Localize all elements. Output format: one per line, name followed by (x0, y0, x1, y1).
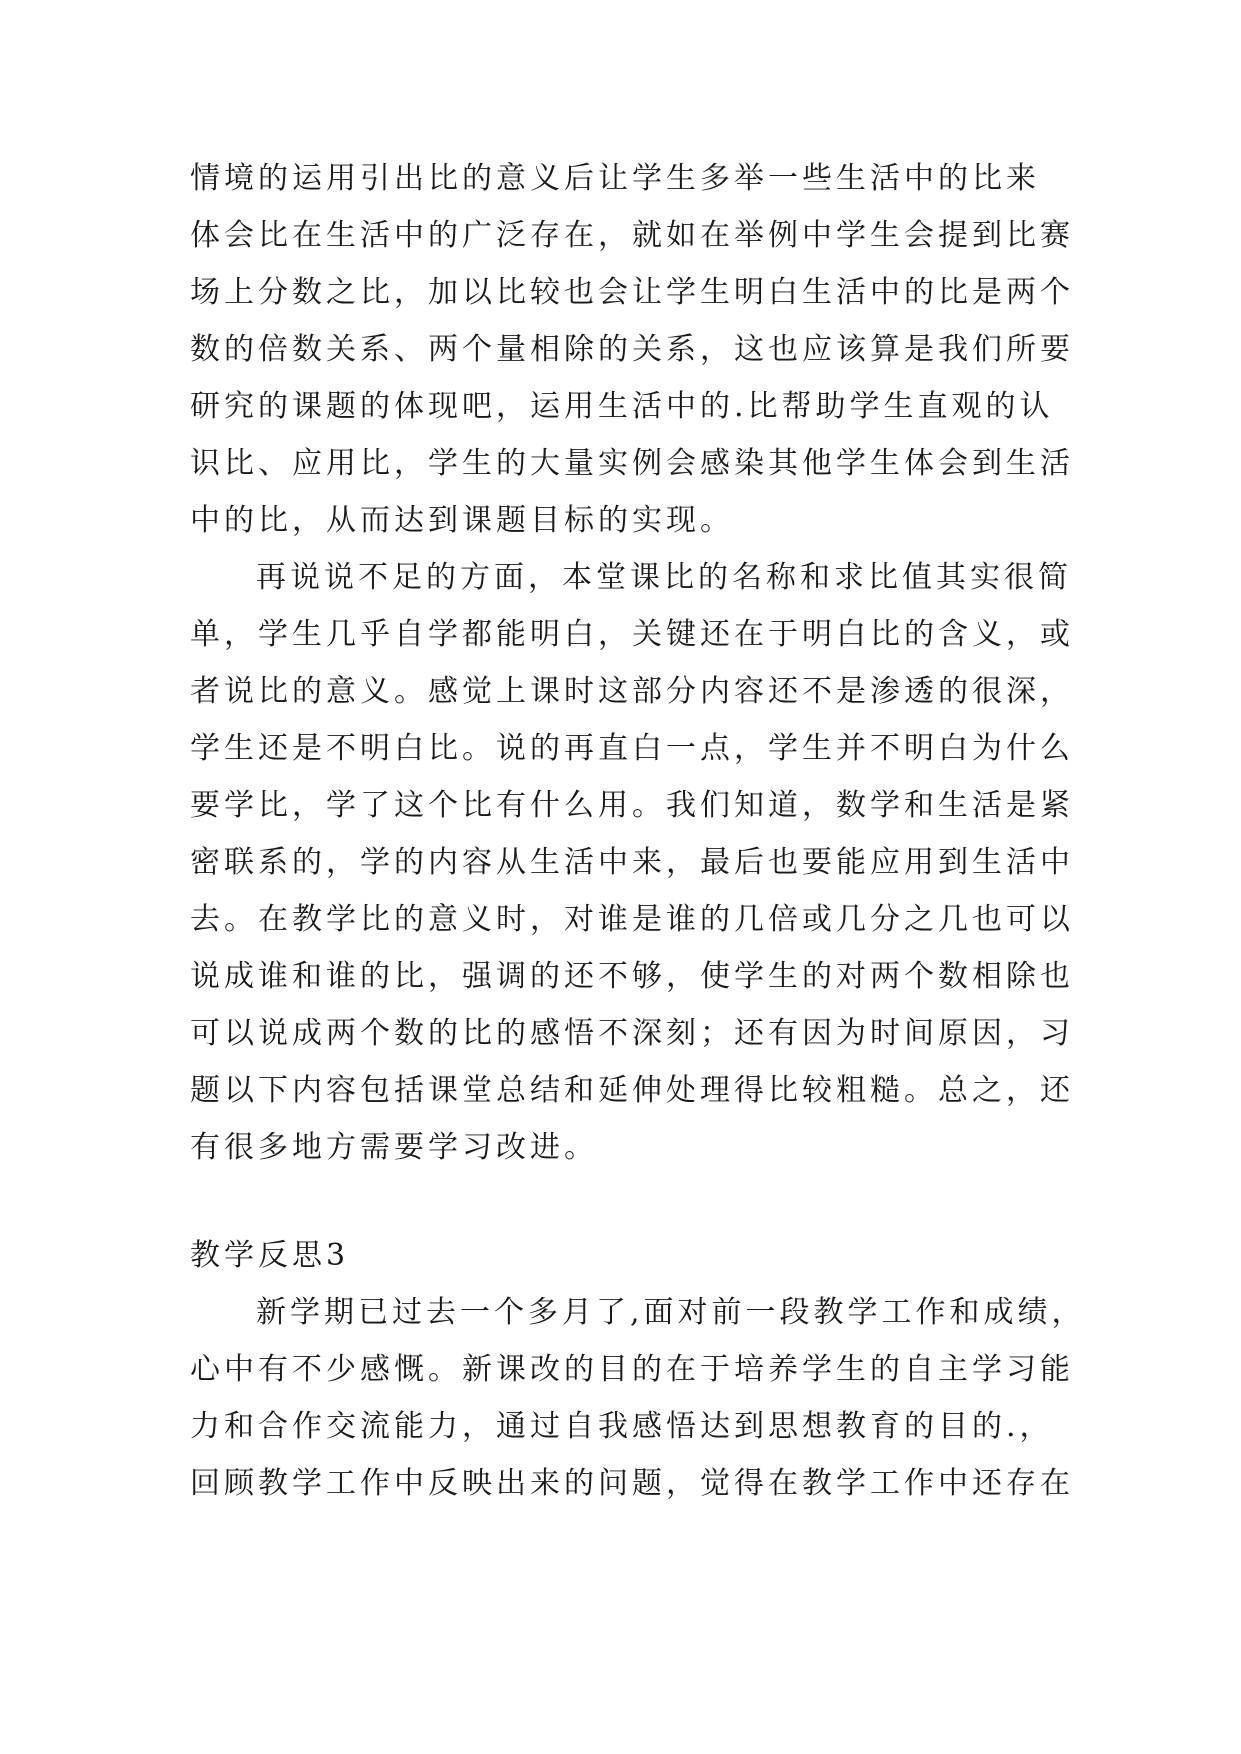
paragraph-line: 心中有不少感慨。新课改的目的在于培养学生的自主学习能 (190, 1352, 1074, 1387)
paragraph-line: 体会比在生活中的广泛存在，就如在举例中学生会提到比赛 (190, 218, 1074, 253)
paragraph-2 (190, 549, 1074, 1176)
paragraph-line: 中的比，从而达到课题目标的实现。 (190, 503, 734, 538)
paragraph-line: 再说说不足的方面，本堂课比的名称和求比值其实很简 (256, 560, 1072, 595)
paragraph-line: 识比、应用比，学生的大量实例会感染其他学生体会到生活 (190, 446, 1074, 481)
paragraph-line: 有很多地方需要学习改进。 (190, 1130, 598, 1165)
paragraph-line: 去。在教学比的意义时，对谁是谁的几倍或几分之几也可以 (190, 902, 1074, 937)
paragraph-line: 者说比的意义。感觉上课时这部分内容还不是渗透的很深， (190, 674, 1074, 709)
paragraph-line: 要学比，学了这个比有什么用。我们知道，数学和生活是紧 (190, 788, 1074, 823)
paragraph-3 (190, 1284, 1086, 1512)
paragraph-line: 题以下内容包括课堂总结和延伸处理得比较粗糙。总之，还 (190, 1073, 1074, 1108)
paragraph-line: 情境的运用引出比的意义后让学生多举一些生活中的比来 (190, 161, 1040, 196)
paragraph-line: 可以说成两个数的比的感悟不深刻；还有因为时间原因，习 (190, 1016, 1074, 1051)
paragraph-line: 研究的课题的体现吧，运用生活中的.比帮助学生直观的认 (190, 389, 1054, 424)
document-body (190, 150, 1086, 1512)
paragraph-line: 密联系的，学的内容从生活中来，最后也要能应用到生活中 (190, 845, 1074, 880)
paragraph-line: 数的倍数关系、两个量相除的关系，这也应该算是我们所要 (190, 332, 1074, 367)
paragraph-line: 新学期已过去一个多月了,面对前一段教学工作和成绩， (256, 1295, 1086, 1330)
paragraph-line: 单，学生几乎自学都能明白，关键还在于明白比的含义，或 (190, 617, 1074, 652)
section-heading: 教学反思3 (190, 1238, 350, 1273)
paragraph-1 (190, 150, 1074, 549)
paragraph-line: 场上分数之比，加以比较也会让学生明白生活中的比是两个 (190, 275, 1074, 310)
section-gap (190, 1176, 1050, 1227)
paragraph-line: 力和合作交流能力，通过自我感悟达到思想教育的目的.， (190, 1409, 1054, 1444)
paragraph-line: 说成谁和谁的比，强调的还不够，使学生的对两个数相除也 (190, 959, 1074, 994)
paragraph-line: 学生还是不明白比。说的再直白一点，学生并不明白为什么 (190, 731, 1074, 766)
paragraph-line: 回顾教学工作中反映出来的问题，觉得在教学工作中还存在 (190, 1466, 1074, 1501)
